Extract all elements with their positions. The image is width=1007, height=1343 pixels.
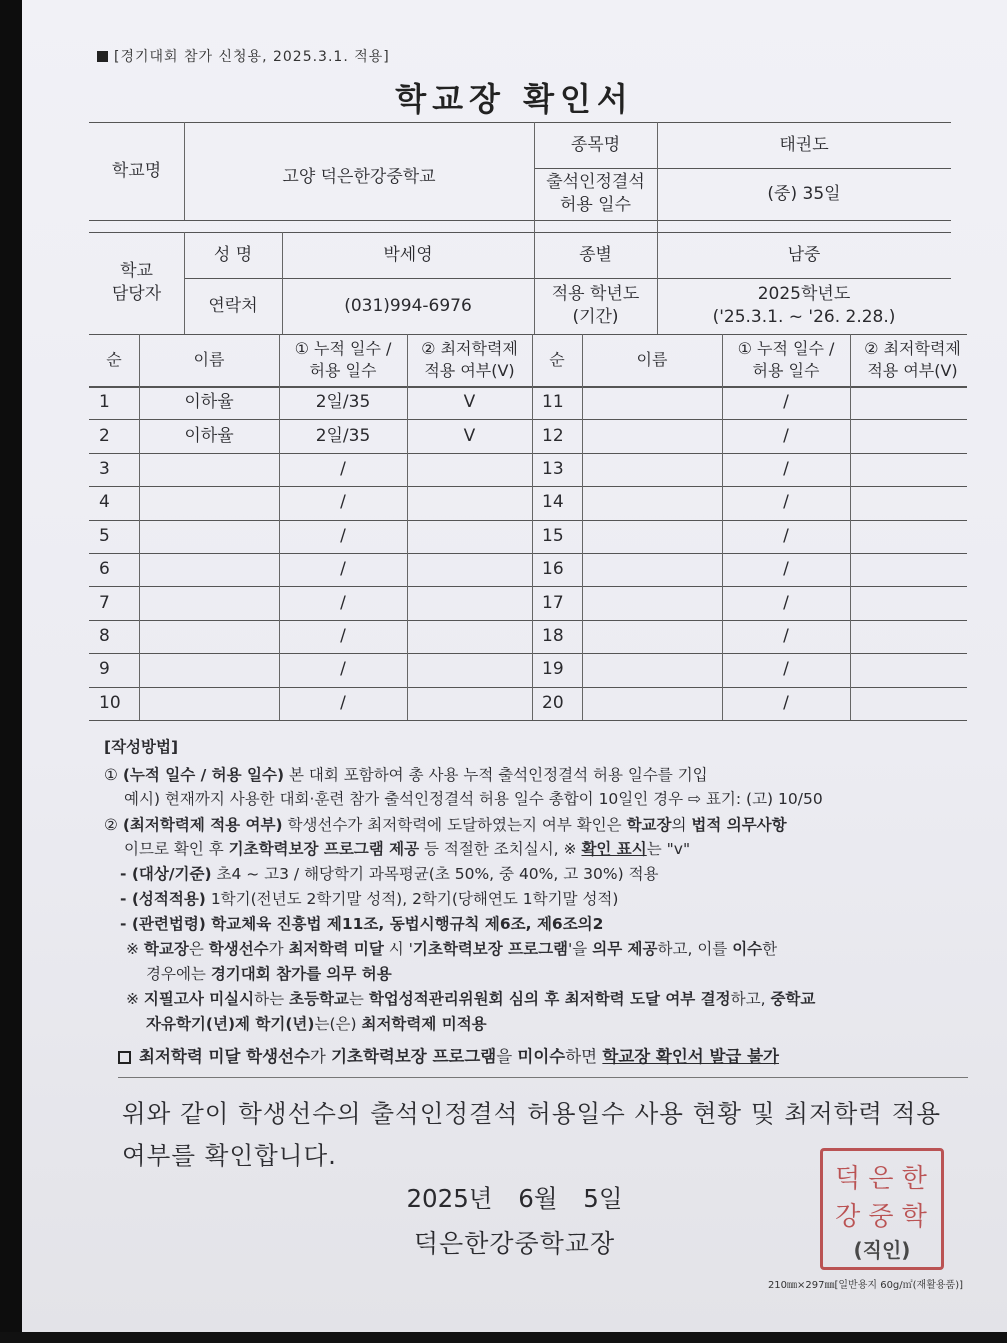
instruction-1: ① (누적 일수 / 허용 일수) 본 대회 포함하여 총 사용 누적 출석인정결석 허용 일수를 기입 (104, 766, 708, 784)
note-1-line2: 경우에는 경기대회 참가를 의무 허용 (146, 965, 392, 983)
notice-rule (118, 1077, 968, 1078)
note-1: ※ 학교장은 학생선수가 최저학력 미달 시 '기초학력보장 프로그램'을 의무 제공하고, 이를 이수한 (126, 940, 778, 958)
manager-name: 박세영 (383, 244, 433, 265)
table-row-name (582, 620, 722, 653)
year-value: 2025학년도 ('25.3.1. ~ '26. 2.28.) (712, 284, 896, 327)
square-bullet-icon (97, 51, 108, 62)
table-row-no: 19 (542, 659, 564, 680)
table-row-days: / (340, 692, 346, 713)
table-row-days: / (783, 459, 789, 480)
table-row-no: 2 (99, 425, 110, 446)
table-row-check (850, 486, 975, 519)
checkbox-square-icon (118, 1051, 131, 1064)
instructions-heading: [작성방법] (104, 738, 179, 756)
manager-label: 학교 담당자 (111, 261, 162, 304)
table-row-check (850, 386, 975, 419)
type-label: 종별 (579, 244, 612, 265)
table-row-check (850, 419, 975, 452)
table-row-check (407, 653, 532, 686)
table-row-name (139, 653, 279, 686)
table-row-days: / (340, 459, 346, 480)
year-label: 적용 학년도 (기간) (551, 284, 640, 327)
table-row-no: 4 (99, 492, 110, 513)
table-header-no: 순 (549, 350, 565, 370)
photo-edge-left (0, 0, 22, 1343)
table-row-days: / (783, 692, 789, 713)
table-row-days: / (340, 626, 346, 647)
table-header-min: ② 최저학력제 적용 여부(V) (864, 339, 961, 380)
table-row-no: 15 (542, 525, 564, 546)
table-row-no: 17 (542, 592, 564, 613)
table-row-check (407, 620, 532, 653)
table-row-days: / (783, 592, 789, 613)
type-value: 남중 (787, 244, 821, 265)
table-row-name (582, 520, 722, 553)
table-row-name (139, 620, 279, 653)
issue-date: 2025년 6월 5일 (406, 1184, 623, 1213)
table-row-check (850, 620, 975, 653)
table-row-check (407, 586, 532, 619)
school-name: 고양 덕은한강중학교 (282, 166, 436, 187)
paper-spec: 210㎜×297㎜[일반용지 60g/㎡(재활용품)] (767, 1280, 963, 1291)
school-label: 학교명 (111, 160, 162, 181)
table-row-check (850, 586, 975, 619)
document-title: 학교장 확인서 (395, 80, 634, 118)
photo-edge-bottom (0, 1332, 1007, 1343)
table-row-no: 18 (542, 626, 564, 647)
table-header-days: ① 누적 일수 / 허용 일수 (294, 339, 392, 380)
table-header-name: 이름 (636, 350, 668, 370)
note-2-line2: 자유학기(년)제 학기(년)는(은) 최저학력제 미적용 (146, 1015, 487, 1033)
detail-target: - (대상/기준) 초4 ~ 고3 / 해당학기 과목평균(초 50%, 중 40%, 고 30%) 적용 (120, 865, 659, 883)
table-row-no: 8 (99, 626, 110, 647)
table-row-no: 11 (542, 392, 564, 413)
official-seal (820, 1148, 944, 1270)
table-header-days: ① 누적 일수 / 허용 일수 (737, 339, 835, 380)
table-row-days: / (783, 659, 789, 680)
table-line (89, 720, 967, 721)
table-row-name: 이하율 (184, 392, 234, 413)
table-row-name (139, 586, 279, 619)
seal-characters: 덕 은 한 강 중 학 (835, 1163, 927, 1232)
table-row-name: 이하율 (184, 425, 234, 446)
table-row-check (407, 553, 532, 586)
table-row-name (582, 419, 722, 452)
table-row-check: V (463, 425, 476, 446)
table-row-check (850, 453, 975, 486)
table-row-no: 12 (542, 425, 564, 446)
table-row-days: / (340, 492, 346, 513)
table-row-name (582, 453, 722, 486)
table-row-name (582, 553, 722, 586)
table-row-days: 2일/35 (315, 392, 371, 413)
info-table (89, 122, 951, 334)
table-row-no: 5 (99, 525, 110, 546)
table-header-name: 이름 (193, 350, 225, 370)
table-row-no: 13 (542, 459, 564, 480)
phone-label: 연락처 (208, 295, 258, 316)
table-row-check: V (463, 392, 476, 413)
header-note (97, 46, 390, 66)
table-row-no: 7 (99, 592, 110, 613)
name-label: 성 명 (213, 244, 253, 265)
table-row-check (850, 520, 975, 553)
table-row-days: / (783, 559, 789, 580)
table-header-no: 순 (106, 350, 122, 370)
table-row-days: / (340, 592, 346, 613)
table-row-days: 2일/35 (315, 425, 371, 446)
table-row-name (582, 653, 722, 686)
table-row-no: 14 (542, 492, 564, 513)
table-row-no: 3 (99, 459, 110, 480)
table-row-no: 9 (99, 659, 110, 680)
table-row-no: 20 (542, 692, 564, 713)
table-row-check (850, 553, 975, 586)
student-table (89, 334, 967, 720)
table-row-days: / (340, 659, 346, 680)
table-row-name (139, 553, 279, 586)
table-row-days: / (340, 559, 346, 580)
detail-grades: - (성적적용) 1학기(전년도 2학기말 성적), 2학기(당해연도 1학기말 성적) (120, 890, 619, 908)
phone-value: (031)994-6976 (344, 295, 472, 316)
table-row-name (582, 586, 722, 619)
table-row-name (582, 687, 722, 720)
table-row-no: 1 (99, 392, 110, 413)
allowed-days-value: (중) 35일 (767, 183, 841, 204)
table-row-name (139, 520, 279, 553)
table-row-name (582, 486, 722, 519)
note-2: ※ 지필고사 미실시하는 초등학교는 학업성적관리위원회 심의 후 최저학력 도달 여부 결정하고, 중학교 (126, 990, 816, 1008)
table-row-days: / (783, 525, 789, 546)
table-row-check (850, 653, 975, 686)
table-row-check (407, 520, 532, 553)
detail-law: - (관련법령) 학교체육 진흥법 제11조, 동법시행규칙 제6조, 제6조의2 (120, 915, 604, 933)
principal-signature: 덕은한강중학교장 (413, 1229, 616, 1258)
event-value: 태권도 (779, 134, 829, 155)
table-row-name (139, 453, 279, 486)
table-row-days: / (340, 525, 346, 546)
table-row-check (407, 453, 532, 486)
instruction-2-line2: 이므로 확인 후 기초학력보장 프로그램 제공 등 적절한 조치실시, ※ 확인 표시는 "v" (124, 840, 691, 858)
table-row-days: / (783, 626, 789, 647)
table-row-no: 16 (542, 559, 564, 580)
table-header-min: ② 최저학력제 적용 여부(V) (421, 339, 518, 380)
confirmation-statement: 위와 같이 학생선수의 출석인정결석 허용일수 사용 현황 및 최저학력 적용 여부를 확인합니다. (122, 1099, 942, 1170)
table-row-check (407, 486, 532, 519)
instruction-1-example: 예시) 현재까지 사용한 대회·훈련 참가 출석인정결석 허용 일수 총합이 10일인 경우 ⇨ 표기: (고) 10/50 (124, 790, 823, 808)
document-page (22, 0, 1007, 1332)
instruction-2: ② (최저학력제 적용 여부) 학생선수가 최저학력에 도달하였는지 여부 확인은 학교장의 법적 의무사항 (104, 816, 787, 834)
seal-label: (직인) (853, 1238, 911, 1262)
table-row-check (850, 687, 975, 720)
table-row-name (139, 687, 279, 720)
table-row-days: / (783, 392, 789, 413)
table-row-check (407, 687, 532, 720)
allowed-days-label: 출석인정결석 허용 일수 (546, 172, 645, 215)
issuance-notice: 최저학력 미달 학생선수가 기초학력보장 프로그램을 미이수하면 학교장 확인서 발급 불가 (118, 1043, 779, 1067)
table-row-no: 10 (99, 692, 121, 713)
table-row-name (139, 486, 279, 519)
table-row-name (582, 386, 722, 419)
table-row-days: / (783, 425, 789, 446)
event-label: 종목명 (570, 134, 621, 155)
table-row-no: 6 (99, 559, 110, 580)
table-row-days: / (783, 492, 789, 513)
header-note-text: [경기대회 참가 신청용, 2025.3.1. 적용] (114, 49, 390, 65)
